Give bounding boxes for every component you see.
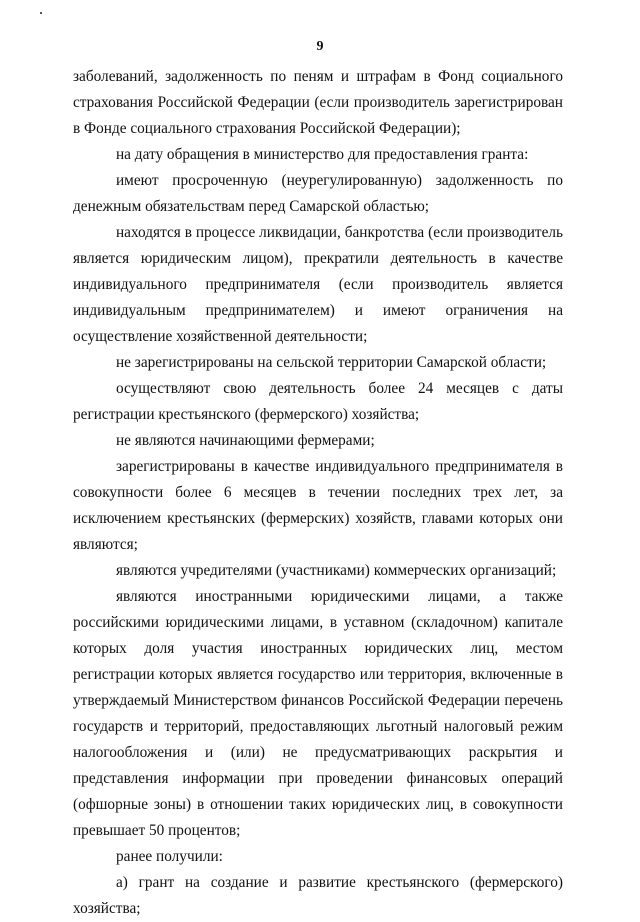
paragraph: являются учредителями (участниками) коммерческих организаций; (116, 562, 557, 579)
scan-dot-mark (40, 12, 42, 14)
paragraph: осуществляют свою деятельность более 24 месяцев с даты регистрации крестьянского (фермерского) хозяйства; (73, 380, 563, 423)
document-body (73, 64, 563, 922)
paragraph: заболеваний, задолженность по пеням и штрафам в Фонд социального страхования Российской Федерации (если производитель зарегистрирован в Фонде социального страхования Российской Федерации); (73, 68, 563, 137)
paragraph: являются иностранными юридическими лицами, а также российскими юридическими лицами, в уставном (складочном) капитале которых доля участия иностранных юридических лиц, местом регистрации которых является государство или территория, включенные в утверждаемый Министерством финансов Российской Федерации перечень государств и территорий, предоставляющих льготный налоговый режим налогообложения и (или) не предусматривающих раскрытия и представления информации при проведении финансовых операций (офшорные зоны) в отношении таких юридических лиц, в совокупности превышает 50 процентов; (73, 588, 563, 839)
paragraph: находятся в процессе ликвидации, банкротства (если производитель является юридическим лицом), прекратили деятельность в качестве индивидуального предпринимателя (если производитель является индивидуальным предпринимателем) и имеют ограничения на осуществление хозяйственной деятельности; (73, 224, 563, 345)
paragraph: зарегистрированы в качестве индивидуального предпринимателя в совокупности более 6 месяцев в течении последних трех лет, за исключением крестьянских (фермерских) хозяйств, главами которых они являются; (73, 458, 563, 553)
paragraph: имеют просроченную (неурегулированную) задолженность по денежным обязательствам перед Самарской областью; (73, 172, 563, 215)
paragraph: не зарегистрированы на сельской территории Самарской области; (116, 354, 547, 371)
page-number: 9 (316, 39, 324, 54)
paragraph: а) грант на создание и развитие крестьянского (фермерского) хозяйства; (73, 874, 563, 917)
paragraph: ранее получили: (116, 848, 223, 865)
paragraph: не являются начинающими фермерами; (116, 432, 375, 449)
paragraph: на дату обращения в министерство для предоставления гранта: (116, 146, 529, 163)
